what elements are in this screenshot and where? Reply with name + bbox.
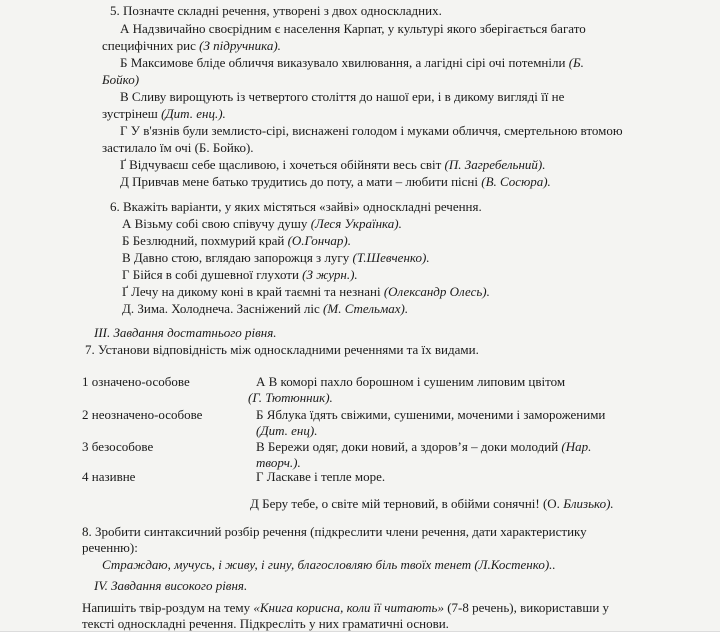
task5-option-d-source: (В. Сосюра).	[478, 174, 551, 189]
task7-type-3: 3 безособове	[82, 439, 154, 454]
task5-option-v-line1: В Сливу вирощують із четвертого століття до нашої ери, і в дикому вигляді її не	[120, 89, 565, 104]
task8-title-line1: 8. Зробити синтаксичний розбір речення (підкреслити члени речення, дати характеристику	[82, 524, 587, 539]
task7-sentence-b-line2: (Дит. енц).	[256, 423, 318, 438]
task6-option-gg: Ґ Лечу на дикому коні в край таємні та незнані (Олександр Олесь).	[122, 284, 490, 299]
task5-option-a-line2: специфічних рис (З підручника).	[102, 38, 281, 53]
level4-heading: IV. Завдання високого рівня.	[94, 578, 248, 593]
task7-type-4: 4 називне	[82, 469, 136, 484]
task5-option-a-source: (З підручника).	[195, 38, 281, 53]
task7-title: 7. Установи відповідність між односкладними реченнями та їх видами.	[85, 342, 479, 357]
task6-title: 6. Вкажіть варіанти, у яких містяться «зайві» односкладні речення.	[110, 199, 482, 214]
task5-option-b-source: (Б.	[565, 55, 584, 70]
task6-option-b: Б Безлюдний, похмурий край (О.Гончар).	[122, 233, 352, 248]
task8-source: (Л.Костенко)..	[471, 557, 556, 572]
task5-option-v-line2: зустрінеш (Дит. енц.).	[102, 106, 226, 121]
task6-option-v: В Давно стою, вглядаю запорожця з лугу (Т.Шевченко).	[122, 250, 430, 265]
task7-sentence-b-line1: Б Яблука їдять свіжими, сушеними, моченими і замороженими	[256, 407, 606, 422]
task5-option-b-line2: Бойко)	[102, 72, 140, 87]
task7-sentence-v-line2: творч.).	[256, 455, 301, 470]
task7-type-1: 1 означено-особове	[82, 374, 190, 389]
task6-option-a: А Візьму собі свою співучу душу (Леся Українка).	[122, 216, 402, 231]
task5-option-v-source: (Дит. енц.).	[157, 106, 226, 121]
task5-option-gg: Ґ Відчуваєш себе щасливою, і хочеться обійняти весь світ (П. Загребельний).	[120, 157, 546, 172]
task8-title-line2: реченню):	[82, 540, 138, 555]
task7-type-2: 2 неозначено-особове	[82, 407, 203, 422]
task6-option-g: Г Бійся в собі душевної глухоти (З журн.).	[122, 267, 358, 282]
task7-sentence-a-line1: А В коморі пахло борошном і сушеним липовим цвітом	[256, 374, 566, 389]
task5-option-d: Д Привчав мене батько трудитись до поту, а мати – любити пісні (В. Сосюра).	[120, 174, 551, 189]
task8-sentence: Страждаю, мучусь, і живу, і гину, благословляю біль твоїх тенет (Л.Костенко)..	[102, 557, 556, 572]
essay-task-line2: тексті односкладні речення. Підкресліть у них граматичні основи.	[82, 616, 449, 631]
task7-sentence-g: Г Ласкаве і тепле море.	[256, 469, 386, 484]
task5-option-gg-source: (П. Загребельний).	[441, 157, 546, 172]
task5-option-g-line1: Г У в'язнів були землисто-сірі, виснажені голодом і муками обличчя, смертельною втомою	[120, 123, 623, 138]
level3-heading: ІІІ. Завдання достатнього рівня.	[94, 325, 277, 340]
task7-sentence-v-line1: В Бережи одяг, доки новий, а здоров’я – доки молодий (Нар.	[256, 439, 592, 454]
task6-option-d: Д. Зима. Холоднеча. Засніжений ліс (М. Стельмах).	[122, 301, 409, 316]
task5-option-b-line1: Б Максимове бліде обличчя виказувало хвилювання, а лагідні сірі очі потемніли (Б.	[120, 55, 584, 70]
task5-title: 5. Позначте складні речення, утворені з двох односкладних.	[110, 3, 442, 18]
essay-task-line1: Напишіть твір-роздум на тему «Книга корисна, коли її читають» (7-8 речень), використавши у	[82, 600, 610, 615]
task7-sentence-a-line2: (Г. Тютюнник).	[248, 390, 333, 405]
task5-option-g-line2: застилало їм очі (Б. Бойко).	[102, 140, 254, 155]
task5-option-a-line1: А Надзвичайно своєрідним є населення Карпат, у культурі якого зберігається багато	[120, 21, 586, 36]
task7-sentence-d: Д Беру тебе, о світе мій терновий, в обійми сонячні! (О. Близько).	[250, 496, 614, 511]
